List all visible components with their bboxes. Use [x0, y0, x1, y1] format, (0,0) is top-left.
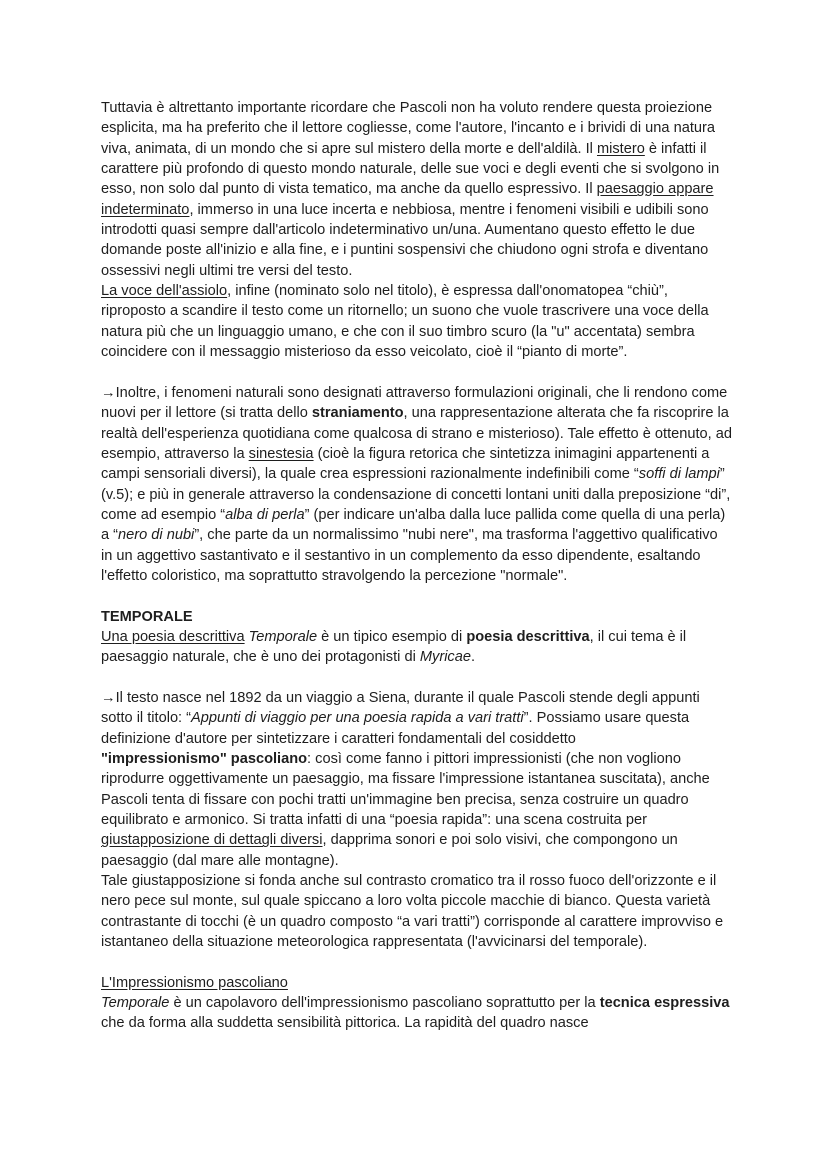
- underlined-term: paesaggio appare indeterminato: [101, 181, 714, 218]
- bold-term: tecnica espressiva: [599, 995, 730, 1012]
- text-run: , il cui tema è il paesaggio naturale, che è uno dei protagonisti di: [101, 628, 687, 666]
- text-run: ” (v.5); e più in generale attraverso la condensazione di concetti lontani uniti dalla preposizione “di”, come ad esempio “: [101, 466, 731, 523]
- bold-term: straniamento: [311, 405, 404, 422]
- paragraph-mistero: [101, 98, 733, 362]
- text-run: (cioè la figura retorica che sintetizza inimagini appartenenti a campi sensoriali diversi), la quale crea espressioni razionalmente indefinibili come “: [101, 445, 710, 483]
- text-run: ” (per indicare un'alba dalla luce pallida come quella di una perla) a “: [101, 506, 726, 544]
- underlined-term: mistero: [596, 140, 645, 157]
- underlined-term: Una poesia descrittiva: [101, 628, 245, 645]
- text-run: , immerso in una luce incerta e nebbiosa, mentre i fenomeni visibili e udibili sono introdotti quasi sempre dall'articolo indeterminativo un/una. Aumentano questo effetto le due domande poste all'inizio e alla fine, e i puntini sospensivi che chiudono ogni strofa e diventano ossessivi negli ultimi tre versi del testo.: [101, 201, 709, 279]
- paragraph-gap: [101, 668, 733, 688]
- paragraph-straniamento: [101, 383, 733, 586]
- subheading: L'Impressionismo pascoliano: [101, 974, 288, 991]
- underlined-term: giustapposizione di dettagli diversi: [101, 832, 323, 849]
- text-run: che da forma alla suddetta sensibilità pittorica. La rapidità del quadro nasce: [101, 1015, 589, 1032]
- text-run: ”, che parte da un normalissimo "nubi nere", ma trasforma l'aggettivo qualificativo in un aggettivo sastantivato e il sestantivo in un complemento da esso dipendente, esaltando l'effetto coloristico, ma soprattutto stravolgendo la percezione "normale".: [101, 527, 718, 584]
- underlined-term: La voce dell'assiolo: [101, 283, 228, 300]
- text-run: Tuttavia è altrettanto importante ricordare che Pascoli non ha voluto rendere questa proiezione esplicita, ma ha preferito che il lettore cogliesse, come l'autore, l'incanto e i brividi di una natura viva, animata, di un mondo che si apre sul mistero della morte e dell'aldilà. Il: [101, 100, 715, 157]
- bold-term: "impressionismo" pascoliano: [101, 751, 308, 767]
- text-run: , dapprima sonori e poi solo visivi, che compongono un paesaggio (dal mare alle montagne).: [101, 832, 678, 869]
- bold-term: poesia descrittiva: [466, 628, 590, 645]
- italic-title: Myricae: [419, 649, 471, 666]
- paragraph-gap: [101, 362, 733, 382]
- paragraph-impressionismo: [101, 688, 733, 871]
- italic-title: Temporale: [101, 995, 170, 1012]
- text-run: : così come fanno i pittori impressionisti (che non vogliono riprodurre oggettivamente un paesaggio, ma fissare l'impressione istantanea suscitata), anche Pascoli tenta di fissare con pochi tratti un'immagine ben precisa, senza costruire un quadro equilibrato e armonico. Si tratta infatti di una “poesia rapida”: una scena costruita per: [101, 751, 710, 829]
- text-run: è un capolavoro dell'impressionismo pascoliano soprattutto per la: [169, 995, 600, 1012]
- italic-title: Temporale: [248, 628, 318, 645]
- italic-quote: nero di nubi: [118, 527, 195, 544]
- text-run: →Inoltre, i fenomeni naturali sono designati attraverso formulazioni originali, che li rendono come nuovi per il lettore (si tratta dello: [101, 384, 728, 422]
- text-run: è un tipico esempio di: [317, 628, 467, 645]
- text-run: è infatti il carattere più profondo di questo mondo naturale, delle sue voci e degli eventi che si svolgono in esso, non solo dal punto di vista tematico, ma anche da quello espressivo. Il: [101, 140, 720, 198]
- underlined-term: sinestesia: [248, 445, 314, 462]
- paragraph-tecnica-espressiva: [101, 993, 733, 1034]
- italic-quote: alba di perla: [225, 506, 305, 523]
- paragraph-poesia-descrittiva: [101, 627, 733, 668]
- italic-quote: soffi di lampi: [638, 466, 720, 483]
- section-title: TEMPORALE: [101, 608, 193, 625]
- paragraph-giustapposizione: Tale giustapposizione si fonda anche sul contrasto cromatico tra il rosso fuoco dell'orizzonte e il nero pece sul monte, sul quale spiccano a loro volta piccole macchie di bianco. Questa varietà contrastante di tocchi (è un quadro composto “a vari tratti”) corrisponde al carattere improvviso e istantaneo della situazione meteorologica rappresentata (l'avvicinarsi del temporale).: [101, 873, 724, 951]
- text-run: , infine (nominato solo nel titolo), è espressa dall'onomatopea “chiù”, riproposto a scandire il testo come un ritornello; un suono che vuole trascrivere una voce della natura più che un linguaggio umano, e che con il suo timbro scuro (la "u" accentata) sembra coincidere con il messaggio misterioso da esso veicolato, cioè il “pianto di morte”.: [101, 283, 709, 361]
- italic-quote: Appunti di viaggio per una poesia rapida a vari tratti: [191, 710, 524, 727]
- document-page: [101, 98, 733, 1034]
- text-run: ”. Possiamo usare questa definizione d'autore per sintetizzare i caratteri fondamentali del cosiddetto: [101, 710, 690, 747]
- text-run: →Il testo nasce nel 1892 da un viaggio a Siena, durante il quale Pascoli stende degli appunti sotto il titolo: “: [101, 689, 700, 727]
- text-run: , una rappresentazione alterata che fa riscoprire la realtà dell'esperienza quotidiana come qualcosa di strano e misterioso). Tale effetto è ottenuto, ad esempio, attraverso la: [101, 405, 732, 462]
- paragraph-gap: [101, 952, 733, 972]
- paragraph-gap: [101, 586, 733, 606]
- text-run: .: [470, 649, 476, 666]
